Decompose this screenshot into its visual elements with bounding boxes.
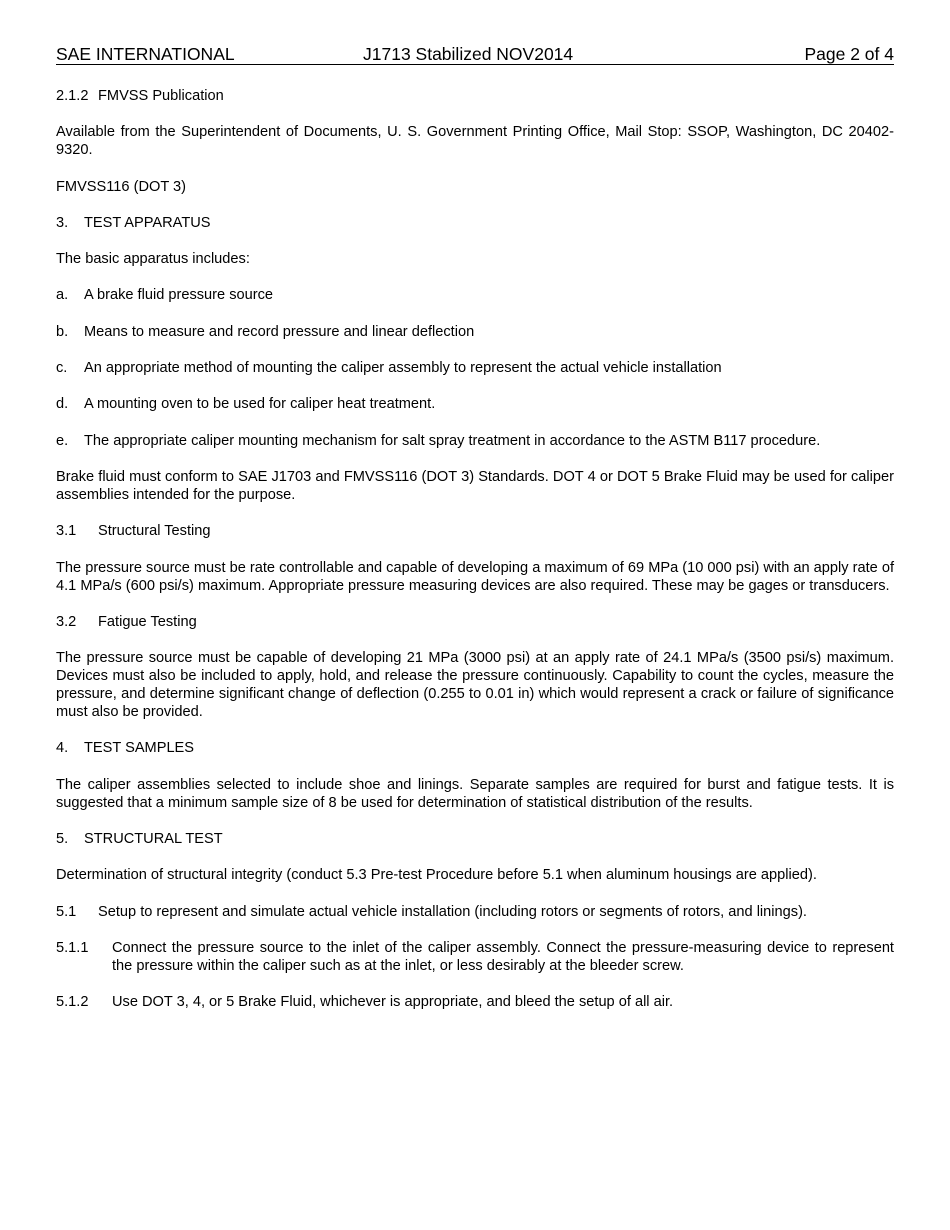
list-item-label: c.	[56, 360, 68, 377]
section-number: 5.1.2	[56, 994, 89, 1011]
section-title: TEST SAMPLES	[84, 740, 195, 757]
section-heading-4	[56, 739, 894, 757]
paragraph-available-from: Available from the Superintendent of Documents, U. S. Government Printing Office, Mail Stop: SSOP, Washington, DC 20402-9320.	[56, 124, 894, 159]
list-item-label: d.	[56, 396, 69, 413]
section-number: 5.1.1	[56, 939, 89, 956]
paragraph-determination: Determination of structural integrity (conduct 5.3 Pre-test Procedure before 5.1 when aluminum housings are applied).	[56, 867, 817, 884]
list-item	[56, 395, 894, 413]
list-item-text: A mounting oven to be used for caliper heat treatment.	[84, 396, 436, 413]
paragraph-fatigue-testing: The pressure source must be capable of developing 21 MPa (3000 psi) at an apply rate of 24.1 MPa/s (3500 psi/s) maximum. Devices must also be included to apply, hold, and release the pressure continuously. Capability to count the cycles, measure the pressure, and determine significant change of deflection (0.255 to 0.01 in) which would represent a crack or failure of significance must also be provided.	[56, 650, 894, 721]
list-item-label: a.	[56, 287, 69, 304]
section-number: 5.	[56, 831, 69, 848]
section-title: Structural Testing	[98, 523, 211, 540]
section-number: 3.1	[56, 523, 77, 540]
section-number: 4.	[56, 740, 69, 757]
section-heading-3-1	[56, 522, 894, 540]
section-heading-2-1-2	[56, 87, 894, 105]
section-text: Use DOT 3, 4, or 5 Brake Fluid, whichever is appropriate, and bleed the setup of all air.	[112, 994, 674, 1011]
list-item	[56, 359, 894, 377]
header-document-id: J1713 Stabilized NOV2014	[363, 44, 574, 64]
section-number: 5.1	[56, 903, 77, 920]
section-text: Setup to represent and simulate actual vehicle installation (including rotors or segments of rotors, and linings).	[98, 903, 807, 920]
header-page-number: Page 2 of 4	[804, 44, 894, 64]
list-item-label: b.	[56, 323, 69, 340]
list-item	[56, 323, 894, 341]
list-item	[56, 286, 894, 304]
list-item	[56, 432, 894, 450]
section-5-1-2	[56, 993, 894, 1011]
section-5-1-1	[56, 939, 894, 975]
paragraph-basic-apparatus: The basic apparatus includes:	[56, 251, 250, 268]
list-item-label: e.	[56, 432, 69, 449]
section-heading-5	[56, 830, 894, 848]
section-title: Fatigue Testing	[98, 613, 197, 630]
list-item-text: Means to measure and record pressure and linear deflection	[84, 323, 475, 340]
paragraph-structural-testing: The pressure source must be rate controllable and capable of developing a maximum of 69 MPa (10 000 psi) with an apply rate of 4.1 MPa/s (600 psi/s) maximum. Appropriate pressure measuring devices are also required. These may be gages or transducers.	[56, 559, 894, 594]
paragraph-fmvss-reference: FMVSS116 (DOT 3)	[56, 178, 187, 195]
list-item-text: A brake fluid pressure source	[84, 287, 274, 304]
section-title: TEST APPARATUS	[84, 214, 211, 231]
section-number: 2.1.2	[56, 88, 89, 104]
section-heading-3-2	[56, 613, 894, 631]
section-number: 3.	[56, 214, 69, 231]
page-header	[56, 44, 894, 65]
section-number: 3.2	[56, 613, 77, 630]
document-body	[56, 87, 894, 1030]
section-5-1	[56, 903, 894, 921]
section-text: Connect the pressure source to the inlet of the caliper assembly. Connect the pressure-measuring device to represent the pressure within the caliper such as at the inlet, or less desirably at the bleeder screw.	[112, 939, 894, 974]
section-title: FMVSS Publication	[98, 88, 224, 104]
list-item-text: The appropriate caliper mounting mechanism for salt spray treatment in accordance to the ASTM B117 procedure.	[84, 432, 821, 449]
header-organization: SAE INTERNATIONAL	[56, 44, 235, 64]
list-item-text: An appropriate method of mounting the caliper assembly to represent the actual vehicle installation	[84, 360, 722, 377]
section-title: STRUCTURAL TEST	[84, 831, 223, 848]
section-heading-3	[56, 214, 894, 232]
paragraph-test-samples: The caliper assemblies selected to include shoe and linings. Separate samples are required for burst and fatigue tests. It is suggested that a minimum sample size of 8 be used for determination of statistical distribution of the results.	[56, 776, 894, 811]
paragraph-brake-fluid: Brake fluid must conform to SAE J1703 and FMVSS116 (DOT 3) Standards. DOT 4 or DOT 5 Brake Fluid may be used for caliper assemblies intended for the purpose.	[56, 468, 894, 503]
